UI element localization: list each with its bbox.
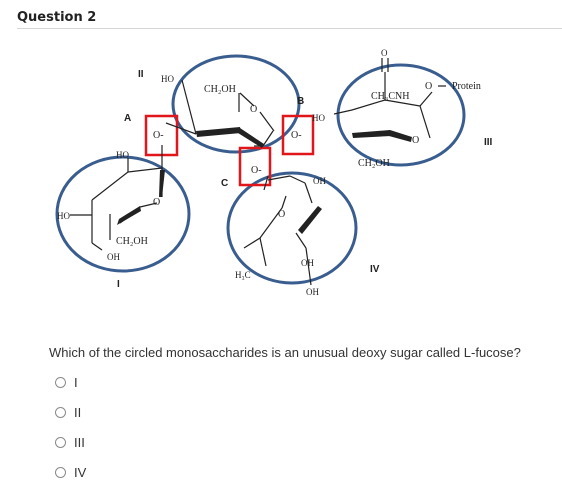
ring-letter-b: B bbox=[297, 96, 305, 107]
label-o-protein: O bbox=[425, 81, 433, 92]
label-o-carbonyl: O bbox=[381, 48, 388, 58]
label-o-ring-IV: O bbox=[278, 209, 286, 220]
option-label: II bbox=[74, 404, 82, 420]
label-ho-ring-I: HO bbox=[57, 211, 70, 221]
label-ho-ring-II: HO bbox=[161, 74, 174, 84]
roman-label-iv: IV bbox=[370, 264, 380, 275]
label-protein: Protein bbox=[452, 81, 481, 92]
label-h3c: H₃C bbox=[235, 270, 251, 280]
question-prompt: Which of the circled monosaccharides is an unusual deoxy sugar called L-fucose? bbox=[49, 345, 521, 360]
label-oh-ring-IV-bottom: OH bbox=[306, 287, 319, 297]
label-oh-ring-IV-top: OH bbox=[313, 176, 326, 186]
label-ch2oh-ring-I: CH₂OH bbox=[116, 236, 148, 247]
ring-II-bold-edge-2 bbox=[238, 128, 264, 148]
label-ho-ring-III: HO bbox=[312, 113, 325, 123]
option-label: III bbox=[74, 434, 85, 450]
label-oh-ring-IV: OH bbox=[301, 258, 314, 268]
label-ch2oh-ring-III: CH₂OH bbox=[358, 158, 390, 169]
ring-III-bold-edge bbox=[352, 130, 391, 138]
circle-ring-IV bbox=[228, 173, 356, 283]
ring-letter-a: A bbox=[124, 113, 132, 124]
circle-ring-I bbox=[57, 157, 189, 271]
circle-ring-II bbox=[173, 56, 299, 152]
radio-button[interactable] bbox=[55, 437, 66, 448]
label-ch2oh-ring-II: CH₂OH bbox=[204, 84, 236, 95]
ring-I-bold-edge bbox=[117, 206, 141, 225]
roman-label-i: I bbox=[117, 279, 120, 290]
option-label: I bbox=[74, 374, 78, 390]
option-label: IV bbox=[74, 464, 87, 480]
ring-letter-c: C bbox=[221, 178, 229, 189]
label-ch3cnh: CH₃CNH bbox=[371, 91, 410, 102]
ring-III-bold-edge-2 bbox=[389, 130, 412, 142]
radio-button[interactable] bbox=[55, 377, 66, 388]
label-o-ring-III: O bbox=[412, 135, 420, 146]
option-i[interactable] bbox=[55, 374, 86, 390]
radio-button[interactable] bbox=[55, 407, 66, 418]
label-o-link-3: O- bbox=[251, 165, 262, 176]
roman-label-ii: II bbox=[138, 69, 144, 80]
label-oh-ring-I: OH bbox=[107, 252, 120, 262]
ring-II-bold-edge bbox=[196, 127, 241, 137]
radio-button[interactable] bbox=[55, 467, 66, 478]
circle-ring-III bbox=[338, 65, 464, 165]
label-o-ring-II: O bbox=[250, 104, 258, 115]
option-ii[interactable] bbox=[55, 404, 86, 420]
option-iv[interactable] bbox=[55, 464, 86, 480]
label-o-link-2: O- bbox=[291, 130, 302, 141]
question-title: Question 2 bbox=[17, 10, 97, 25]
option-iii[interactable] bbox=[55, 434, 86, 450]
roman-label-iii: III bbox=[484, 137, 493, 148]
answer-options bbox=[55, 374, 86, 494]
label-o-link-1: O- bbox=[153, 130, 164, 141]
ring-I-bold-edge-2 bbox=[159, 170, 165, 197]
ring-IV-bold-edge bbox=[298, 206, 322, 234]
label-ho-ring-I-top: HO bbox=[116, 150, 129, 160]
label-o-ring-I: O bbox=[153, 197, 161, 208]
